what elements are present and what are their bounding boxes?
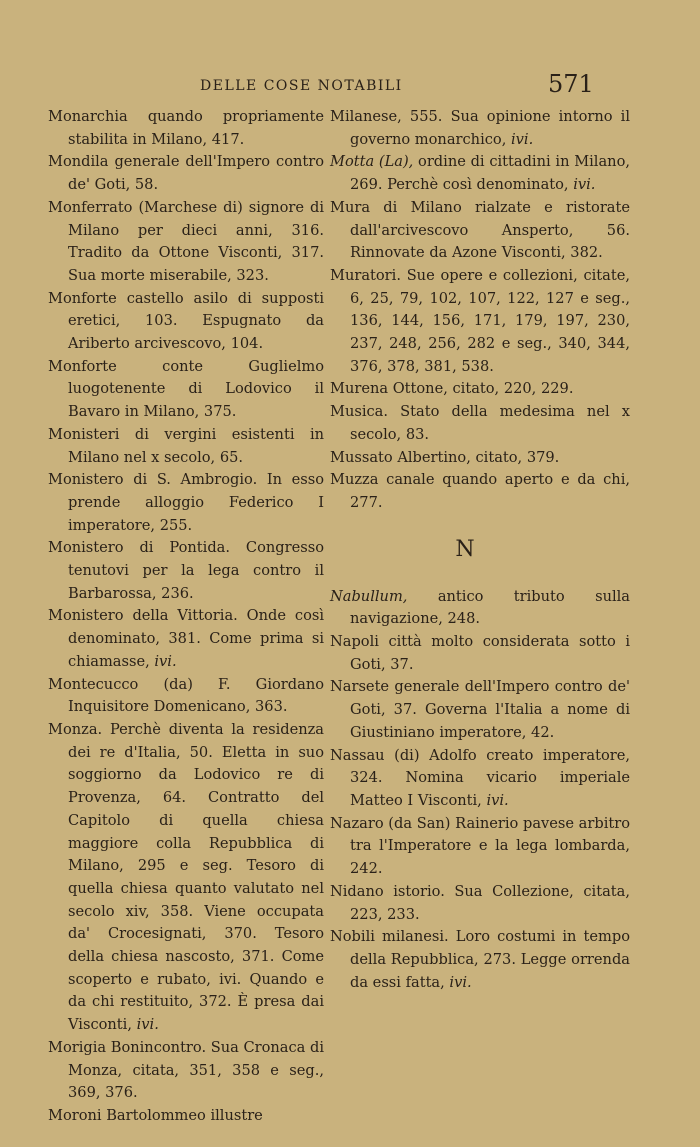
index-entry xyxy=(48,674,324,719)
entry-headword: Mura xyxy=(330,198,371,216)
right-column-m-entries xyxy=(330,106,630,515)
entry-text: canale quando aperto e da chi, 277. xyxy=(350,471,630,511)
index-entry xyxy=(48,106,324,151)
entry-headword: Mondila xyxy=(48,153,109,171)
entry-headword: Nazaro xyxy=(330,814,384,832)
right-column xyxy=(330,106,630,994)
entry-text: antico tributo sulla navigazione, 248. xyxy=(350,587,631,628)
entry-text: quando propriamente stabilita in Milano, 417. xyxy=(68,108,325,148)
entry-text: Bartolommeo illustre xyxy=(106,1106,263,1124)
entry-headword: Nobili xyxy=(330,928,375,946)
entry-text: di Pontida. Congresso tenutovi per la lega contro il Barbarossa, 236. xyxy=(68,539,324,602)
entry-text: (da San) Rainerio pavese arbitro tra l'Imperatore e la lega lombarda, 242. xyxy=(350,814,630,878)
entry-headword: Monistero xyxy=(48,539,124,557)
entry-headword: Monarchia xyxy=(48,108,128,125)
index-entry xyxy=(48,605,324,673)
entry-text: generale dell'Impero contro de' Goti, 58. xyxy=(68,153,325,194)
entry-headword: Musica. xyxy=(330,403,389,421)
entry-headword: Monferrato xyxy=(48,198,133,216)
entry-text: ordine di cittadini in Milano, 269. Perchè così denominato, xyxy=(350,153,630,194)
index-entry xyxy=(330,631,630,676)
index-entry xyxy=(48,424,324,469)
right-column-n-entries xyxy=(330,586,630,995)
index-entry xyxy=(48,537,324,605)
entry-text: Bonincontro. Sua Cronaca di Monza, citata, 351, 358 e seg., 369, 376. xyxy=(68,1038,325,1102)
entry-text: di vergini esistenti in Milano nel x secolo, 65. xyxy=(68,425,325,466)
entry-text: Albertino, citato, 379. xyxy=(397,448,560,466)
index-entry xyxy=(48,197,324,288)
index-entry xyxy=(330,469,630,514)
entry-headword: Nassau xyxy=(330,746,385,764)
entry-ivi: ivi. xyxy=(154,652,177,670)
entry-text: di Milano rialzate e ristorate dall'arcivescovo Ansperto, 56. Rinnovate da Azone Visconti, 382. xyxy=(350,198,631,262)
index-entry xyxy=(330,676,630,744)
entry-headword: Napoli xyxy=(330,633,379,651)
index-entry xyxy=(330,378,630,401)
entry-text: milanesi. Loro costumi in tempo della Repubblica, 273. Legge orrenda da essi fatta, xyxy=(350,928,630,991)
index-entry xyxy=(330,447,630,470)
entry-headword: Moroni xyxy=(48,1106,102,1124)
entry-headword: Murena xyxy=(330,380,389,398)
entry-headword: Montecucco xyxy=(48,675,139,693)
index-entry xyxy=(48,1037,324,1105)
index-entry xyxy=(48,469,324,537)
index-entry xyxy=(48,719,324,1037)
entry-headword: Motta (La), xyxy=(330,153,414,171)
index-entry xyxy=(330,151,630,196)
index-entry xyxy=(330,745,630,813)
entry-text: conte Guglielmo luogotenente di Lodovico il Bavaro in Milano, 375. xyxy=(68,357,324,421)
index-entry xyxy=(330,926,630,994)
entry-text: Milanese, 555. Sua opinione intorno il governo monarchico, xyxy=(330,108,630,148)
entry-headword: Monforte xyxy=(48,289,117,307)
entry-text: istorio. Sua Collezione, citata, 223, 233. xyxy=(350,882,630,923)
entry-headword: Monistero xyxy=(48,607,124,625)
entry-text: generale dell'Impero contro de' Goti, 37. Governa l'Italia a nome di Giustiniano imperatore, 42. xyxy=(350,678,631,741)
entry-headword: Monistero xyxy=(48,471,124,489)
index-entry xyxy=(330,265,630,379)
entry-headword: Mussato xyxy=(330,448,393,466)
index-entry xyxy=(330,881,630,926)
entry-text: Ottone, citato, 220, 229. xyxy=(392,380,574,398)
index-entry xyxy=(48,151,324,196)
index-entry xyxy=(48,356,324,424)
entry-ivi: ivi. xyxy=(449,973,472,991)
entry-headword: Monza. xyxy=(48,720,103,738)
entry-text: (Marchese di) signore di Milano per dieci anni, 316. Tradito da Ottone Visconti, 317. Sua morte miserabile, 323. xyxy=(68,198,324,284)
index-entry xyxy=(330,197,630,265)
entry-headword: Morigia xyxy=(48,1038,107,1056)
entry-headword: Narsete xyxy=(330,678,390,696)
entry-headword: Monisteri xyxy=(48,425,120,443)
entry-ivi: ivi. xyxy=(511,130,534,148)
running-head: DELLE COSE NOTABILI xyxy=(200,78,403,94)
entry-text: Stato della medesima nel x secolo, 83. xyxy=(350,403,630,443)
entry-ivi: ivi. xyxy=(136,1016,159,1034)
section-letter: N xyxy=(455,536,475,562)
page-number: 571 xyxy=(548,70,594,98)
entry-ivi: ivi. xyxy=(573,176,596,194)
index-entry xyxy=(330,401,630,446)
index-entry xyxy=(330,586,630,631)
entry-text: Sue opere e collezioni, citate, 6, 25, 79, 102, 107, 122, 127 e seg., 136, 144, 156, 171, 179, 197, 230, 237, 248, 256, 282 e seg., 340, 344, 376, 378, 381, 538. xyxy=(350,266,630,375)
entry-text: della Vittoria. Onde così denominato, 381. Come prima si chiamasse, xyxy=(68,607,325,670)
left-column xyxy=(48,106,324,1128)
entry-text: castello asilo di supposti eretici, 103. Espugnato da Ariberto arcivescovo, 104. xyxy=(68,289,325,353)
entry-headword: Nabullum, xyxy=(330,587,408,605)
entry-text: Perchè diventa la residenza dei re d'Italia, 50. Eletta in suo soggiorno da Lodovico re di Provenza, 64. Contratto del Capitolo di quella chiesa maggiore colla Repubblica di Milano, 295 e seg. Tesoro di quella chiesa quanto valutato nel secolo xiv, 358. Viene occupata da' Crocesignati, 370. Tesoro della chiesa nascosto, 371. Come scoperto e rubato, ivi. Quando e da chi restituito, 372. È presa dai Visconti, xyxy=(68,720,325,1034)
entry-headword: Muzza xyxy=(330,471,379,489)
index-entry xyxy=(330,106,630,151)
index-entry xyxy=(48,1105,324,1128)
entry-text: città molto considerata sotto i Goti, 37. xyxy=(350,633,630,673)
entry-text: (da) F. Giordano Inquisitore Domenicano, 363. xyxy=(68,675,324,716)
entry-ivi: ivi. xyxy=(486,791,509,809)
index-entry xyxy=(48,288,324,356)
entry-headword: Muratori. xyxy=(330,266,401,284)
entry-text: di S. Ambrogio. In esso prende alloggio Federico I imperatore, 255. xyxy=(68,471,325,534)
entry-headword: Monforte xyxy=(48,357,117,375)
index-entry xyxy=(330,813,630,881)
entry-text: (di) Adolfo creato imperatore, 324. Nomina vicario imperiale Matteo I Visconti, xyxy=(350,746,630,809)
entry-headword: Nidano xyxy=(330,882,384,900)
